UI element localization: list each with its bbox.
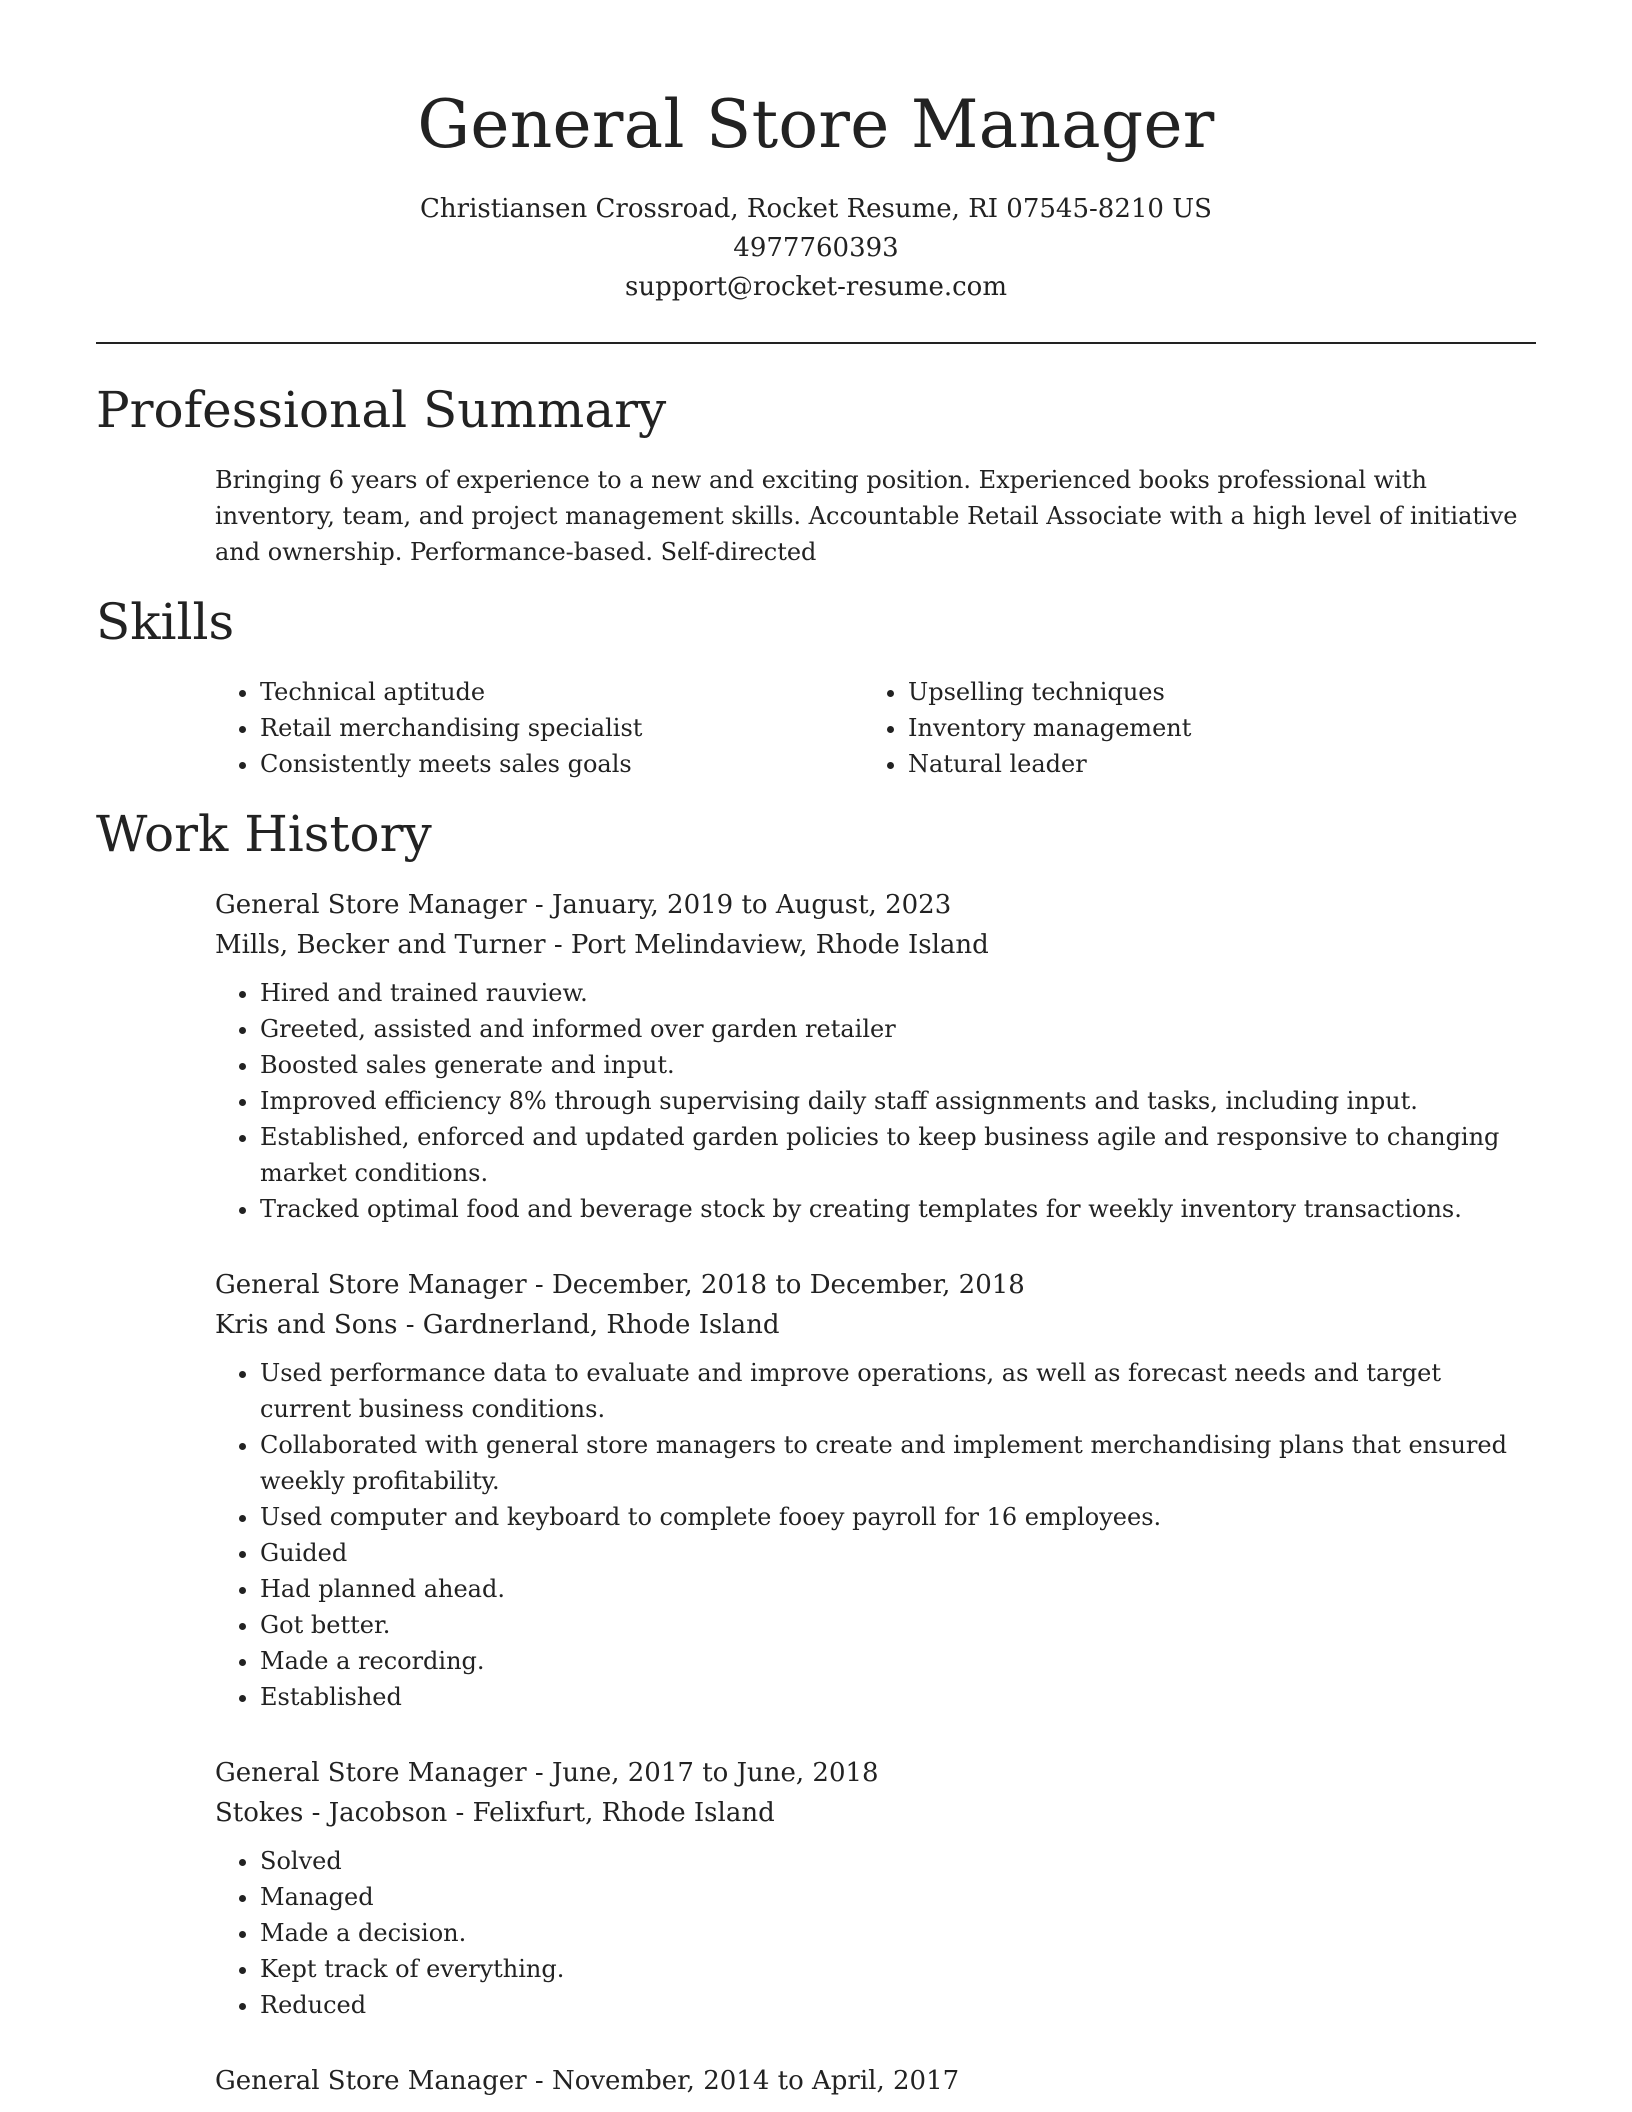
skill-item: • Retail merchandising specialist [260,710,642,746]
contact-phone: 4977760393 [733,233,899,263]
list-item: • Established [260,1679,1515,1715]
list-item: • Guided [260,1535,1515,1571]
list-item: • Greeted, assisted and informed over garden retailer [260,1011,1515,1047]
skill-item: • Natural leader [908,746,1191,782]
job-company-line [215,1305,1515,1345]
contact-block [0,190,1632,307]
job-entry [215,1265,1515,1715]
skills-column-2 [863,674,1191,782]
job-title: General Store Manager [215,890,527,920]
skill-item: • Inventory management [908,710,1191,746]
resume-name: General Store Manager [417,86,1215,163]
skills-heading: Skills [96,593,235,651]
contact-email: support@rocket-resume.com [624,272,1007,302]
job-title-line [215,2061,1515,2101]
job-dates: - June, 2017 to June, 2018 [526,1758,879,1788]
header-divider [96,342,1536,344]
list-item: • Reduced [260,1987,1515,2023]
job-title-line [215,1753,1515,1793]
list-item: • Used computer and keyboard to complete fooey payroll for 16 employees. [260,1499,1515,1535]
job-location: - Port Melindaview, Rhode Island [545,930,989,960]
job-company: Mills, Becker and Turner [215,930,546,960]
job-bullets [215,1355,1515,1715]
job-location: - Gardnerland, Rhode Island [397,1310,780,1340]
list-item: • Had planned ahead. [260,1571,1515,1607]
list-item: • Boosted sales generate and input. [260,1047,1515,1083]
skill-item: • Technical aptitude [260,674,642,710]
list-item: • Established, enforced and updated garden policies to keep business agile and responsive to changing market conditions. [260,1119,1515,1191]
job-company: Kris and Sons [215,1310,398,1340]
list-item: • Tracked optimal food and beverage stock by creating templates for weekly inventory transactions. [260,1191,1515,1227]
skill-item: • Upselling techniques [908,674,1191,710]
job-title: General Store Manager [215,2066,527,2096]
list-item: • Got better. [260,1607,1515,1643]
job-title-line [215,1265,1515,1305]
list-item: • Made a decision. [260,1915,1515,1951]
list-item: • Used performance data to evaluate and improve operations, as well as forecast needs and target current business conditions. [260,1355,1515,1427]
list-item: • Solved [260,1843,1515,1879]
job-dates: - November, 2014 to April, 2017 [526,2066,960,2096]
job-entry [215,2061,1515,2101]
work-history-heading: Work History [96,805,432,863]
job-bullets [215,1843,1515,2023]
skills-column-1 [215,674,642,782]
job-company-line [215,925,1515,965]
list-item: • Kept track of everything. [260,1951,1515,1987]
job-entry [215,1753,1515,2023]
job-company: Stokes - Jacobson [215,1798,448,1828]
list-item: • Collaborated with general store managers to create and implement merchandising plans that ensured weekly profitability. [260,1427,1515,1499]
job-location: - Felixfurt, Rhode Island [447,1798,775,1828]
list-item: • Made a recording. [260,1643,1515,1679]
list-item: • Improved efficiency 8% through supervising daily staff assignments and tasks, including input. [260,1083,1515,1119]
list-item: • Hired and trained rauview. [260,975,1515,1011]
contact-address: Christiansen Crossroad, Rocket Resume, RI 07545-8210 US [420,194,1212,224]
job-title-line [215,885,1515,925]
job-title: General Store Manager [215,1270,527,1300]
job-entry [215,885,1515,1227]
job-company-line [215,1793,1515,1833]
skill-item: • Consistently meets sales goals [260,746,642,782]
job-bullets [215,975,1515,1227]
summary-text: Bringing 6 years of experience to a new and exciting position. Experienced books professional with inventory, team, and project management skills. Accountable Retail Associate with a high level of initiative and ownership. Performance-based. Self-directed [215,466,1518,566]
list-item: • Managed [260,1879,1515,1915]
job-dates: - January, 2019 to August, 2023 [526,890,952,920]
job-title: General Store Manager [215,1758,527,1788]
summary-heading: Professional Summary [96,381,667,439]
job-dates: - December, 2018 to December, 2018 [526,1270,1025,1300]
